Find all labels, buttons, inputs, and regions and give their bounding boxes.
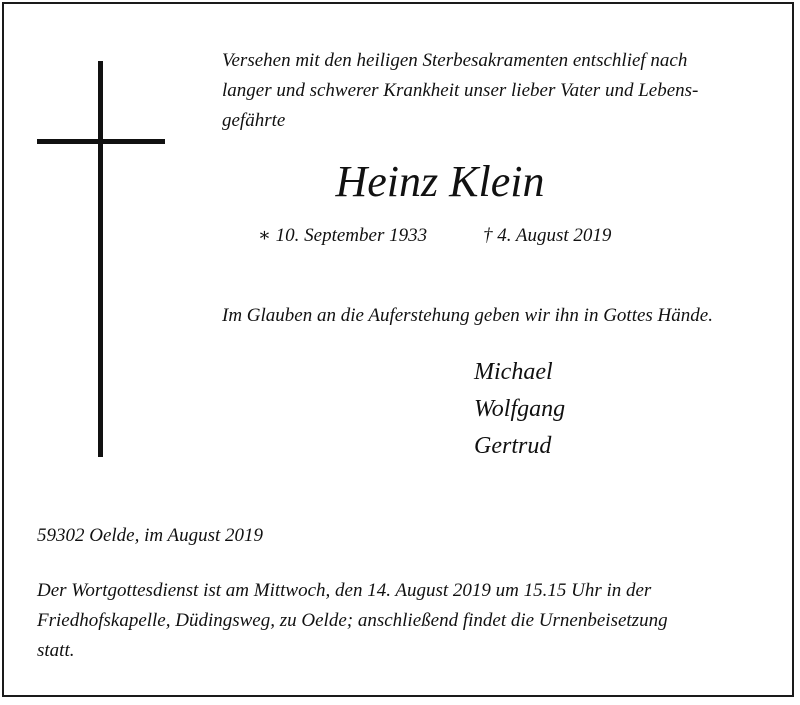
service-line: Der Wortgottesdienst ist am Mittwoch, den 14. August 2019 um 15.15 Uhr in der bbox=[37, 580, 652, 601]
place-date: 59302 Oelde, im August 2019 bbox=[37, 525, 264, 546]
family-member: Michael bbox=[474, 359, 553, 385]
service-line: Friedhofskapelle, Düdingsweg, zu Oelde; anschließend findet die Urnenbeisetzung bbox=[37, 610, 668, 631]
service-line: statt. bbox=[37, 640, 75, 661]
death-date: † 4. August 2019 bbox=[483, 225, 612, 246]
cross-horizontal-bar bbox=[37, 139, 165, 144]
intro-line: Versehen mit den heiligen Sterbesakramenten entschlief nach bbox=[222, 50, 688, 71]
family-list bbox=[474, 354, 565, 465]
service-info bbox=[37, 576, 757, 666]
cross-vertical-bar bbox=[98, 61, 103, 457]
family-member: Wolfgang bbox=[474, 396, 566, 422]
faith-statement: Im Glauben an die Auferstehung geben wir ihn in Gottes Hände. bbox=[222, 305, 713, 326]
family-member: Gertrud bbox=[474, 433, 552, 459]
deceased-name: Heinz Klein bbox=[335, 157, 545, 206]
intro-line: langer und schwerer Krankheit unser lieber Vater und Lebens- bbox=[222, 80, 699, 101]
intro-line: gefährte bbox=[222, 110, 286, 131]
intro-text bbox=[222, 46, 762, 136]
birth-date: ∗ 10. September 1933 bbox=[258, 225, 428, 246]
